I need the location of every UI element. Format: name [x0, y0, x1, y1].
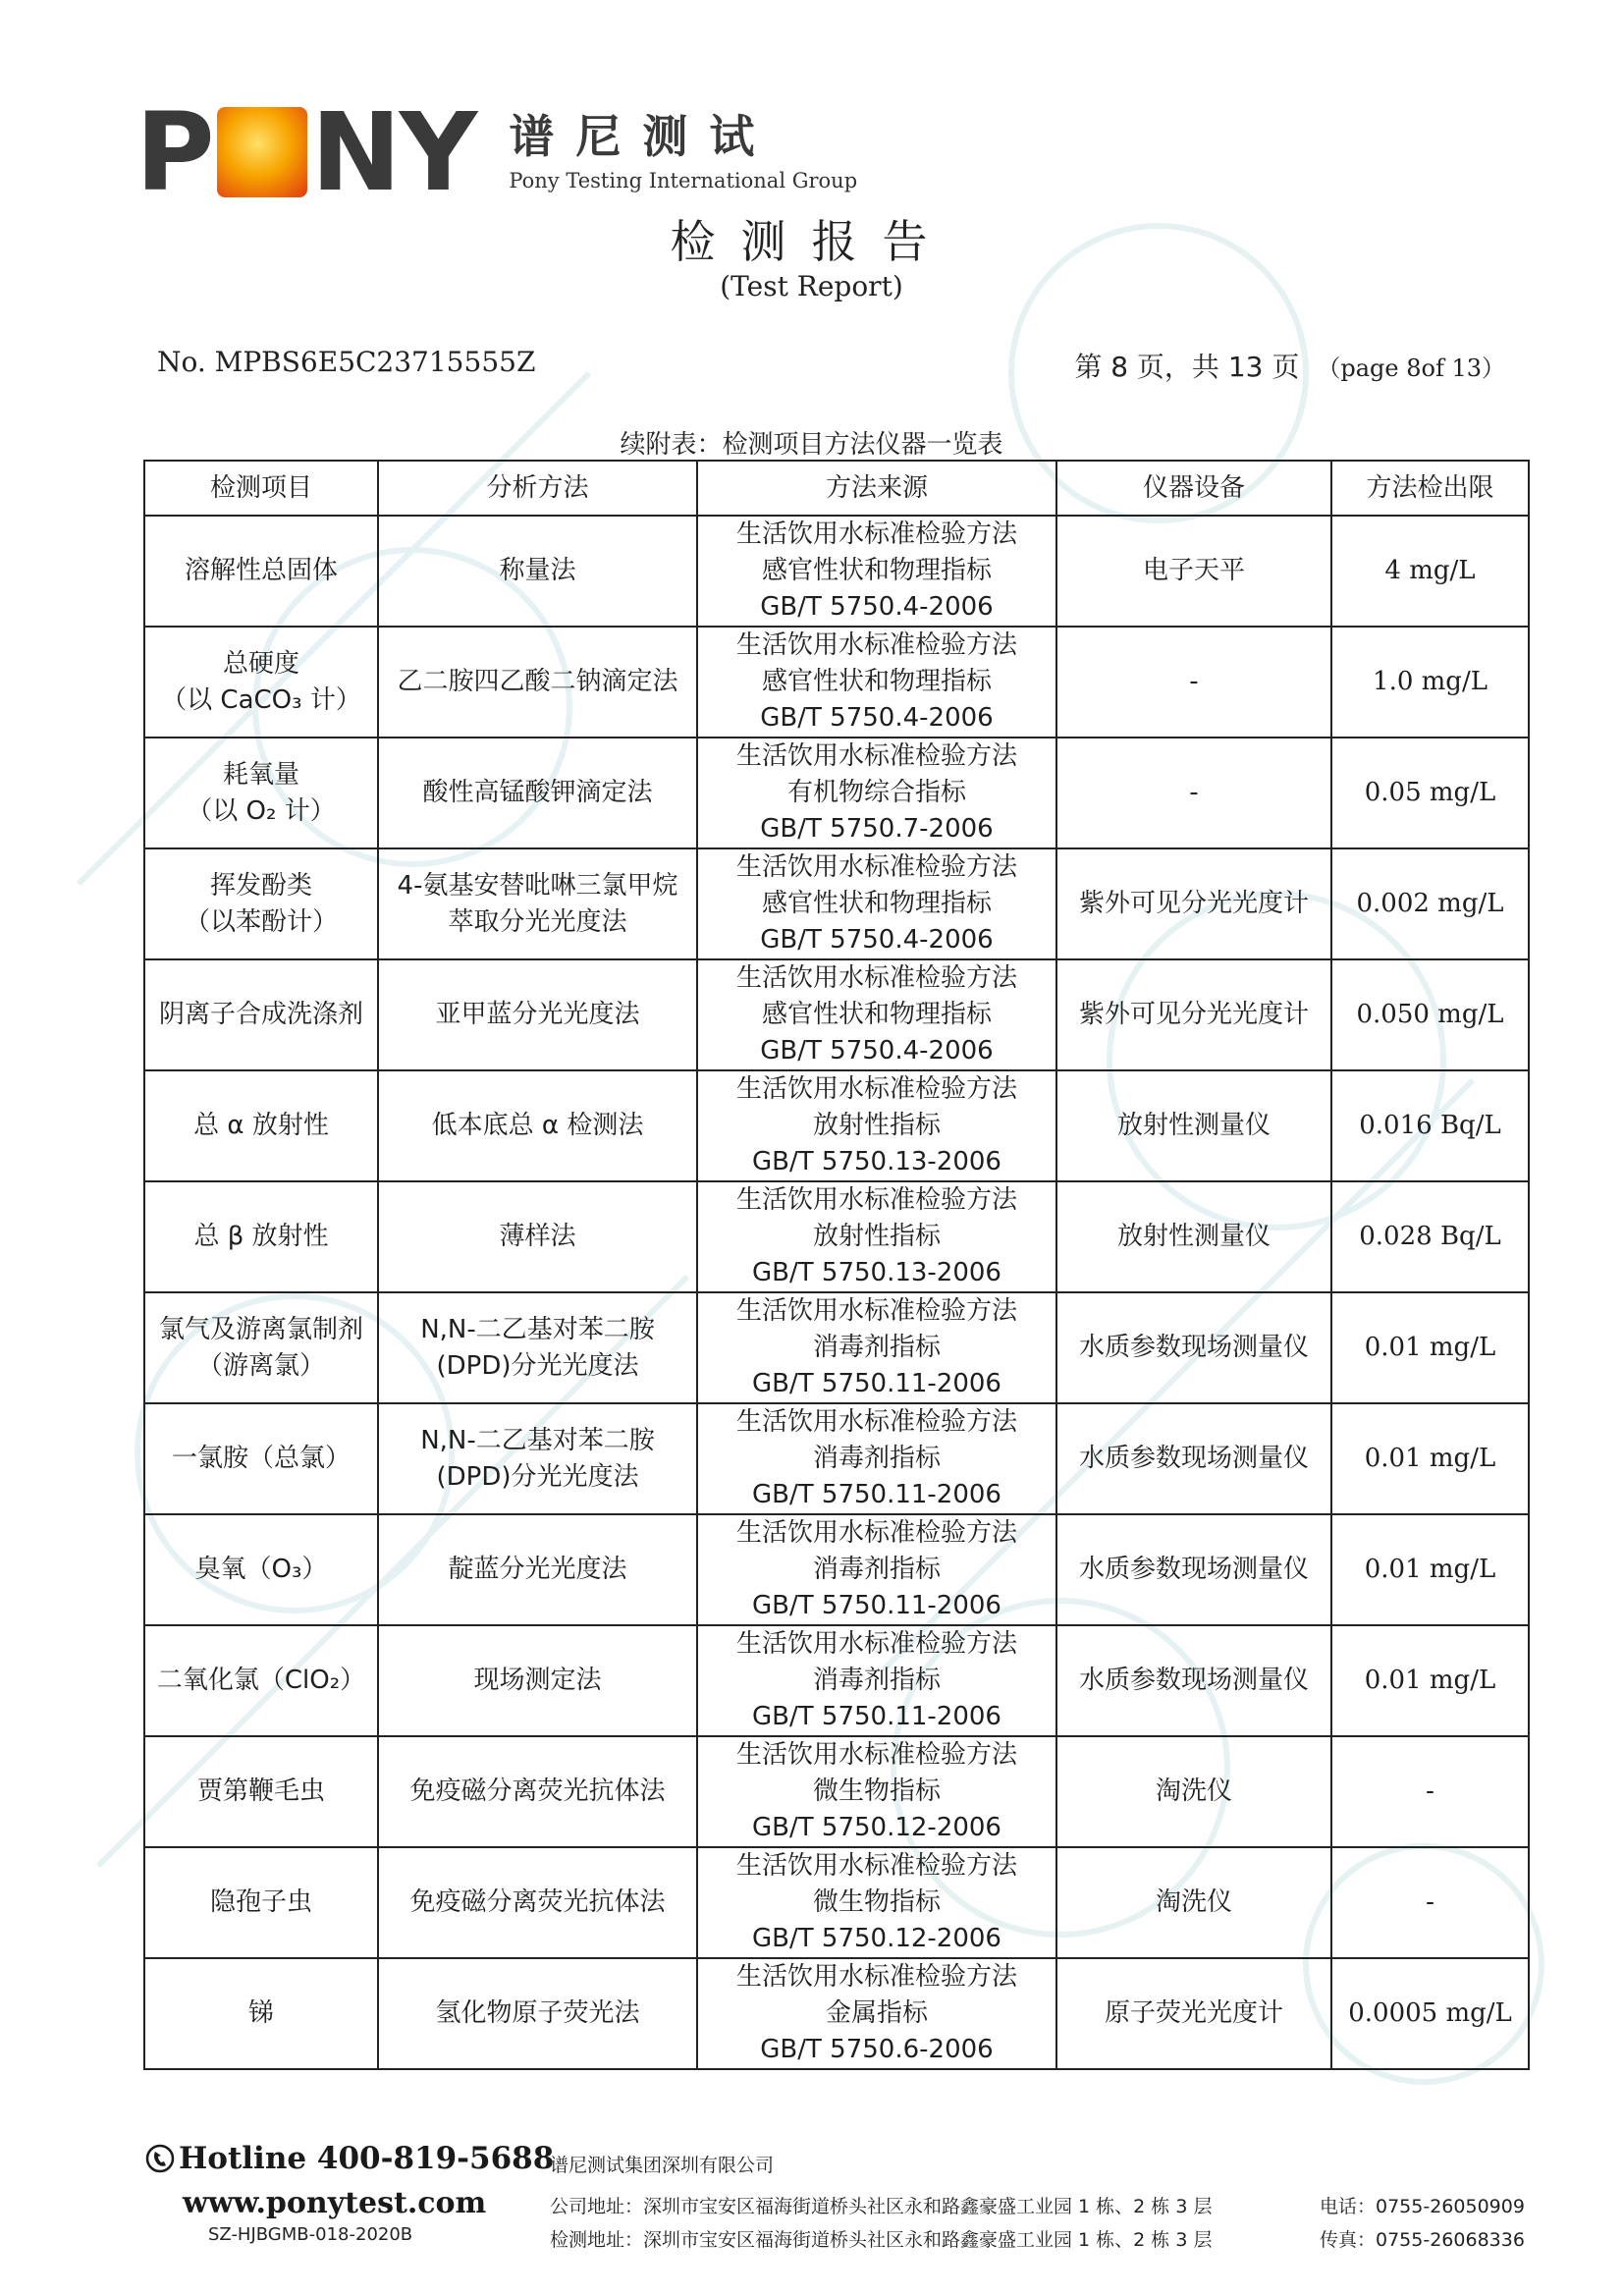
hotline: [145, 2141, 554, 2176]
cell-detection-limit: 0.0005 mg/L: [1331, 1958, 1529, 2069]
cell-method: 酸性高锰酸钾滴定法: [378, 738, 697, 848]
cell-source: [697, 1070, 1056, 1181]
item-basis: （以 CaCO₃ 计）: [161, 684, 361, 715]
cell-item: [144, 1292, 378, 1403]
item-name: 贾第鞭毛虫: [196, 1777, 325, 1806]
header-item: 检测项目: [144, 461, 378, 516]
cell-method: 免疫磁分离荧光抗体法: [378, 1736, 697, 1847]
cell-method: 免疫磁分离荧光抗体法: [378, 1847, 697, 1958]
fax: 传真：0755-26068336: [1320, 2229, 1525, 2251]
cell-instrument: 紫外可见分光光度计: [1056, 848, 1331, 959]
cell-source: [697, 1181, 1056, 1292]
cell-instrument: 紫外可见分光光度计: [1056, 959, 1331, 1070]
cell-item: [144, 1514, 378, 1625]
cell-item: [144, 1403, 378, 1514]
table-row: [144, 1847, 1529, 1958]
cell-method: 4-氨基安替吡啉三氯甲烷萃取分光光度法: [378, 848, 697, 959]
source-line: 消毒剂指标: [812, 1444, 941, 1473]
table-row: [144, 627, 1529, 738]
company-logo: [135, 89, 858, 215]
item-name: 隐孢子虫: [209, 1887, 312, 1917]
item-name: 阴离子合成洗涤剂: [158, 1000, 363, 1029]
cell-item: [144, 1847, 378, 1958]
cell-detection-limit: 0.05 mg/L: [1331, 738, 1529, 848]
cell-detection-limit: 0.050 mg/L: [1331, 959, 1529, 1070]
source-line: 生活饮用水标准检验方法: [735, 1074, 1017, 1104]
cell-source: [697, 627, 1056, 738]
source-line: 生活饮用水标准检验方法: [735, 630, 1017, 660]
phone-icon: [145, 2144, 175, 2173]
table-row: [144, 1514, 1529, 1625]
table-row: [144, 1070, 1529, 1181]
source-line: 微生物指标: [812, 1887, 941, 1917]
table-row: [144, 1736, 1529, 1847]
cell-detection-limit: -: [1331, 1736, 1529, 1847]
item-basis: （以 O₂ 计）: [187, 795, 336, 826]
source-line: GB/T 5750.7-2006: [760, 814, 994, 844]
cell-detection-limit: -: [1331, 1847, 1529, 1958]
cell-instrument: -: [1056, 627, 1331, 738]
table-row: [144, 516, 1529, 627]
source-line: 生活饮用水标准检验方法: [735, 1629, 1017, 1659]
cell-method: 靛蓝分光光度法: [378, 1514, 697, 1625]
report-title: 检测报告: [670, 215, 953, 268]
methods-table: [143, 460, 1530, 2070]
cell-instrument: 原子荧光光度计: [1056, 1958, 1331, 2069]
item-name: 总硬度: [222, 648, 299, 679]
cell-instrument: 放射性测量仪: [1056, 1181, 1331, 1292]
company-name: 谱尼测试集团深圳有限公司: [550, 2155, 775, 2176]
source-line: 生活饮用水标准检验方法: [735, 1851, 1017, 1881]
source-line: 生活饮用水标准检验方法: [735, 852, 1017, 882]
cell-method: N,N-二乙基对苯二胺(DPD)分光光度法: [378, 1292, 697, 1403]
header-source: 方法来源: [697, 461, 1056, 516]
table-row: [144, 738, 1529, 848]
cell-method: 薄样法: [378, 1181, 697, 1292]
cell-source: [697, 738, 1056, 848]
source-line: 消毒剂指标: [812, 1666, 941, 1695]
table-row: [144, 959, 1529, 1070]
source-line: GB/T 5750.11-2006: [752, 1480, 1001, 1509]
cell-method: 乙二胺四乙酸二钠滴定法: [378, 627, 697, 738]
cell-item: [144, 1625, 378, 1736]
source-line: GB/T 5750.11-2006: [752, 1702, 1001, 1731]
cell-item: [144, 627, 378, 738]
item-name: 挥发酚类: [209, 870, 312, 901]
cell-detection-limit: 4 mg/L: [1331, 516, 1529, 627]
item-name: 锑: [247, 1998, 274, 2028]
cell-source: [697, 1403, 1056, 1514]
cell-item: [144, 516, 378, 627]
cell-method: 亚甲蓝分光光度法: [378, 959, 697, 1070]
website-link[interactable]: www.ponytest.com: [183, 2186, 487, 2220]
logo-chinese-name: 谱尼测试: [509, 109, 777, 163]
source-line: GB/T 5750.6-2006: [760, 2035, 994, 2064]
cell-instrument: 水质参数现场测量仪: [1056, 1625, 1331, 1736]
cell-instrument: 淘洗仪: [1056, 1736, 1331, 1847]
cell-instrument: 水质参数现场测量仪: [1056, 1292, 1331, 1403]
cell-detection-limit: 1.0 mg/L: [1331, 627, 1529, 738]
logo-letters-right: NY: [310, 89, 476, 215]
source-line: 生活饮用水标准检验方法: [735, 1185, 1017, 1215]
source-line: 放射性指标: [812, 1111, 941, 1140]
source-line: 感官性状和物理指标: [761, 889, 992, 918]
header-instrument: 仪器设备: [1056, 461, 1331, 516]
cell-source: [697, 1847, 1056, 1958]
cell-source: [697, 1958, 1056, 2069]
source-line: GB/T 5750.11-2006: [752, 1591, 1001, 1620]
cell-source: [697, 1514, 1056, 1625]
cell-method: N,N-二乙基对苯二胺(DPD)分光光度法: [378, 1403, 697, 1514]
cell-instrument: 放射性测量仪: [1056, 1070, 1331, 1181]
logo-english-name: Pony Testing International Group: [509, 169, 858, 193]
table-row: [144, 848, 1529, 959]
cell-instrument: 电子天平: [1056, 516, 1331, 627]
source-line: 生活饮用水标准检验方法: [735, 1962, 1017, 1992]
cell-instrument: 水质参数现场测量仪: [1056, 1514, 1331, 1625]
table-row: [144, 1181, 1529, 1292]
source-line: GB/T 5750.12-2006: [752, 1924, 1001, 1953]
cell-method: 现场测定法: [378, 1625, 697, 1736]
cell-detection-limit: 0.028 Bq/L: [1331, 1181, 1529, 1292]
item-name: 总 α 放射性: [193, 1111, 329, 1140]
source-line: 生活饮用水标准检验方法: [735, 1518, 1017, 1548]
page-indicator-en: （page 8of 13）: [1317, 355, 1505, 382]
table-body: [144, 516, 1529, 2069]
source-line: GB/T 5750.12-2006: [752, 1813, 1001, 1842]
cell-source: [697, 1736, 1056, 1847]
source-line: 生活饮用水标准检验方法: [735, 1296, 1017, 1326]
cell-detection-limit: 0.002 mg/L: [1331, 848, 1529, 959]
item-name: 一氯胺（总氯）: [171, 1444, 351, 1473]
item-name: 溶解性总固体: [184, 556, 338, 585]
item-basis: （以苯酚计）: [184, 906, 338, 937]
table-row: [144, 1292, 1529, 1403]
page-indicator-cn: 第 8 页，共 13 页: [1074, 351, 1300, 383]
company-address: 公司地址：深圳市宝安区福海街道桥头社区永和路鑫豪盛工业园 1 栋、2 栋 3 层: [550, 2196, 1213, 2217]
report-number: No. MPBS6E5C23715555Z: [157, 346, 536, 378]
cell-method: 称量法: [378, 516, 697, 627]
source-line: GB/T 5750.4-2006: [760, 703, 994, 733]
item-name: 总 β 放射性: [193, 1222, 329, 1251]
cell-method: 低本底总 α 检测法: [378, 1070, 697, 1181]
cell-detection-limit: 0.01 mg/L: [1331, 1403, 1529, 1514]
table-caption: 续附表：检测项目方法仪器一览表: [620, 430, 1003, 460]
cell-item: [144, 848, 378, 959]
cell-source: [697, 1292, 1056, 1403]
item-name: 氯气及游离氯制剂（游离氯）: [158, 1314, 363, 1381]
source-line: 有机物综合指标: [786, 778, 966, 807]
logo-o-icon: [217, 107, 307, 197]
source-line: 生活饮用水标准检验方法: [735, 1740, 1017, 1770]
source-line: GB/T 5750.4-2006: [760, 1036, 994, 1066]
source-line: GB/T 5750.13-2006: [752, 1147, 1001, 1176]
cell-item: [144, 1958, 378, 2069]
source-line: 感官性状和物理指标: [761, 1000, 992, 1029]
logo-wordmark: [135, 89, 476, 215]
source-line: 微生物指标: [812, 1777, 941, 1806]
item-name: 二氧化氯（ClO₂）: [156, 1666, 366, 1695]
table-row: [144, 1958, 1529, 2069]
source-line: GB/T 5750.11-2006: [752, 1369, 1001, 1398]
item-name: 耗氧量: [222, 759, 299, 790]
telephone: 电话：0755-26050909: [1320, 2196, 1525, 2217]
cell-item: [144, 959, 378, 1070]
report-subtitle: (Test Report): [720, 270, 903, 302]
cell-source: [697, 848, 1056, 959]
source-line: GB/T 5750.4-2006: [760, 592, 994, 622]
cell-instrument: -: [1056, 738, 1331, 848]
source-line: 放射性指标: [812, 1222, 941, 1251]
cell-method: 氢化物原子荧光法: [378, 1958, 697, 2069]
source-line: 生活饮用水标准检验方法: [735, 519, 1017, 549]
table-row: [144, 1403, 1529, 1514]
logo-letters-left: P: [135, 89, 213, 215]
cell-source: [697, 516, 1056, 627]
test-address: 检测地址：深圳市宝安区福海街道桥头社区永和路鑫豪盛工业园 1 栋、2 栋 3 层: [550, 2229, 1213, 2251]
cell-detection-limit: 0.01 mg/L: [1331, 1625, 1529, 1736]
cell-source: [697, 959, 1056, 1070]
table-header-row: [144, 461, 1529, 516]
source-line: 消毒剂指标: [812, 1555, 941, 1584]
source-line: 生活饮用水标准检验方法: [735, 963, 1017, 993]
source-line: GB/T 5750.4-2006: [760, 925, 994, 955]
cell-item: [144, 1181, 378, 1292]
cell-item: [144, 1070, 378, 1181]
cell-source: [697, 1625, 1056, 1736]
cell-detection-limit: 0.016 Bq/L: [1331, 1070, 1529, 1181]
source-line: 生活饮用水标准检验方法: [735, 1407, 1017, 1437]
source-line: 消毒剂指标: [812, 1333, 941, 1362]
table-row: [144, 1625, 1529, 1736]
source-line: GB/T 5750.13-2006: [752, 1258, 1001, 1287]
source-line: 感官性状和物理指标: [761, 556, 992, 585]
source-line: 金属指标: [825, 1998, 928, 2028]
cell-instrument: 淘洗仪: [1056, 1847, 1331, 1958]
source-line: 感官性状和物理指标: [761, 667, 992, 696]
source-line: 生活饮用水标准检验方法: [735, 741, 1017, 771]
item-name: 臭氧（O₃）: [194, 1555, 328, 1584]
cell-item: [144, 738, 378, 848]
page-indicator: [1074, 346, 1505, 385]
cell-item: [144, 1736, 378, 1847]
cell-detection-limit: 0.01 mg/L: [1331, 1514, 1529, 1625]
hotline-text: Hotline 400-819-5688: [179, 2141, 555, 2176]
header-limit: 方法检出限: [1331, 461, 1529, 516]
header-method: 分析方法: [378, 461, 697, 516]
template-number: SZ-HJBGMB-018-2020B: [208, 2224, 413, 2245]
cell-instrument: 水质参数现场测量仪: [1056, 1403, 1331, 1514]
cell-detection-limit: 0.01 mg/L: [1331, 1292, 1529, 1403]
